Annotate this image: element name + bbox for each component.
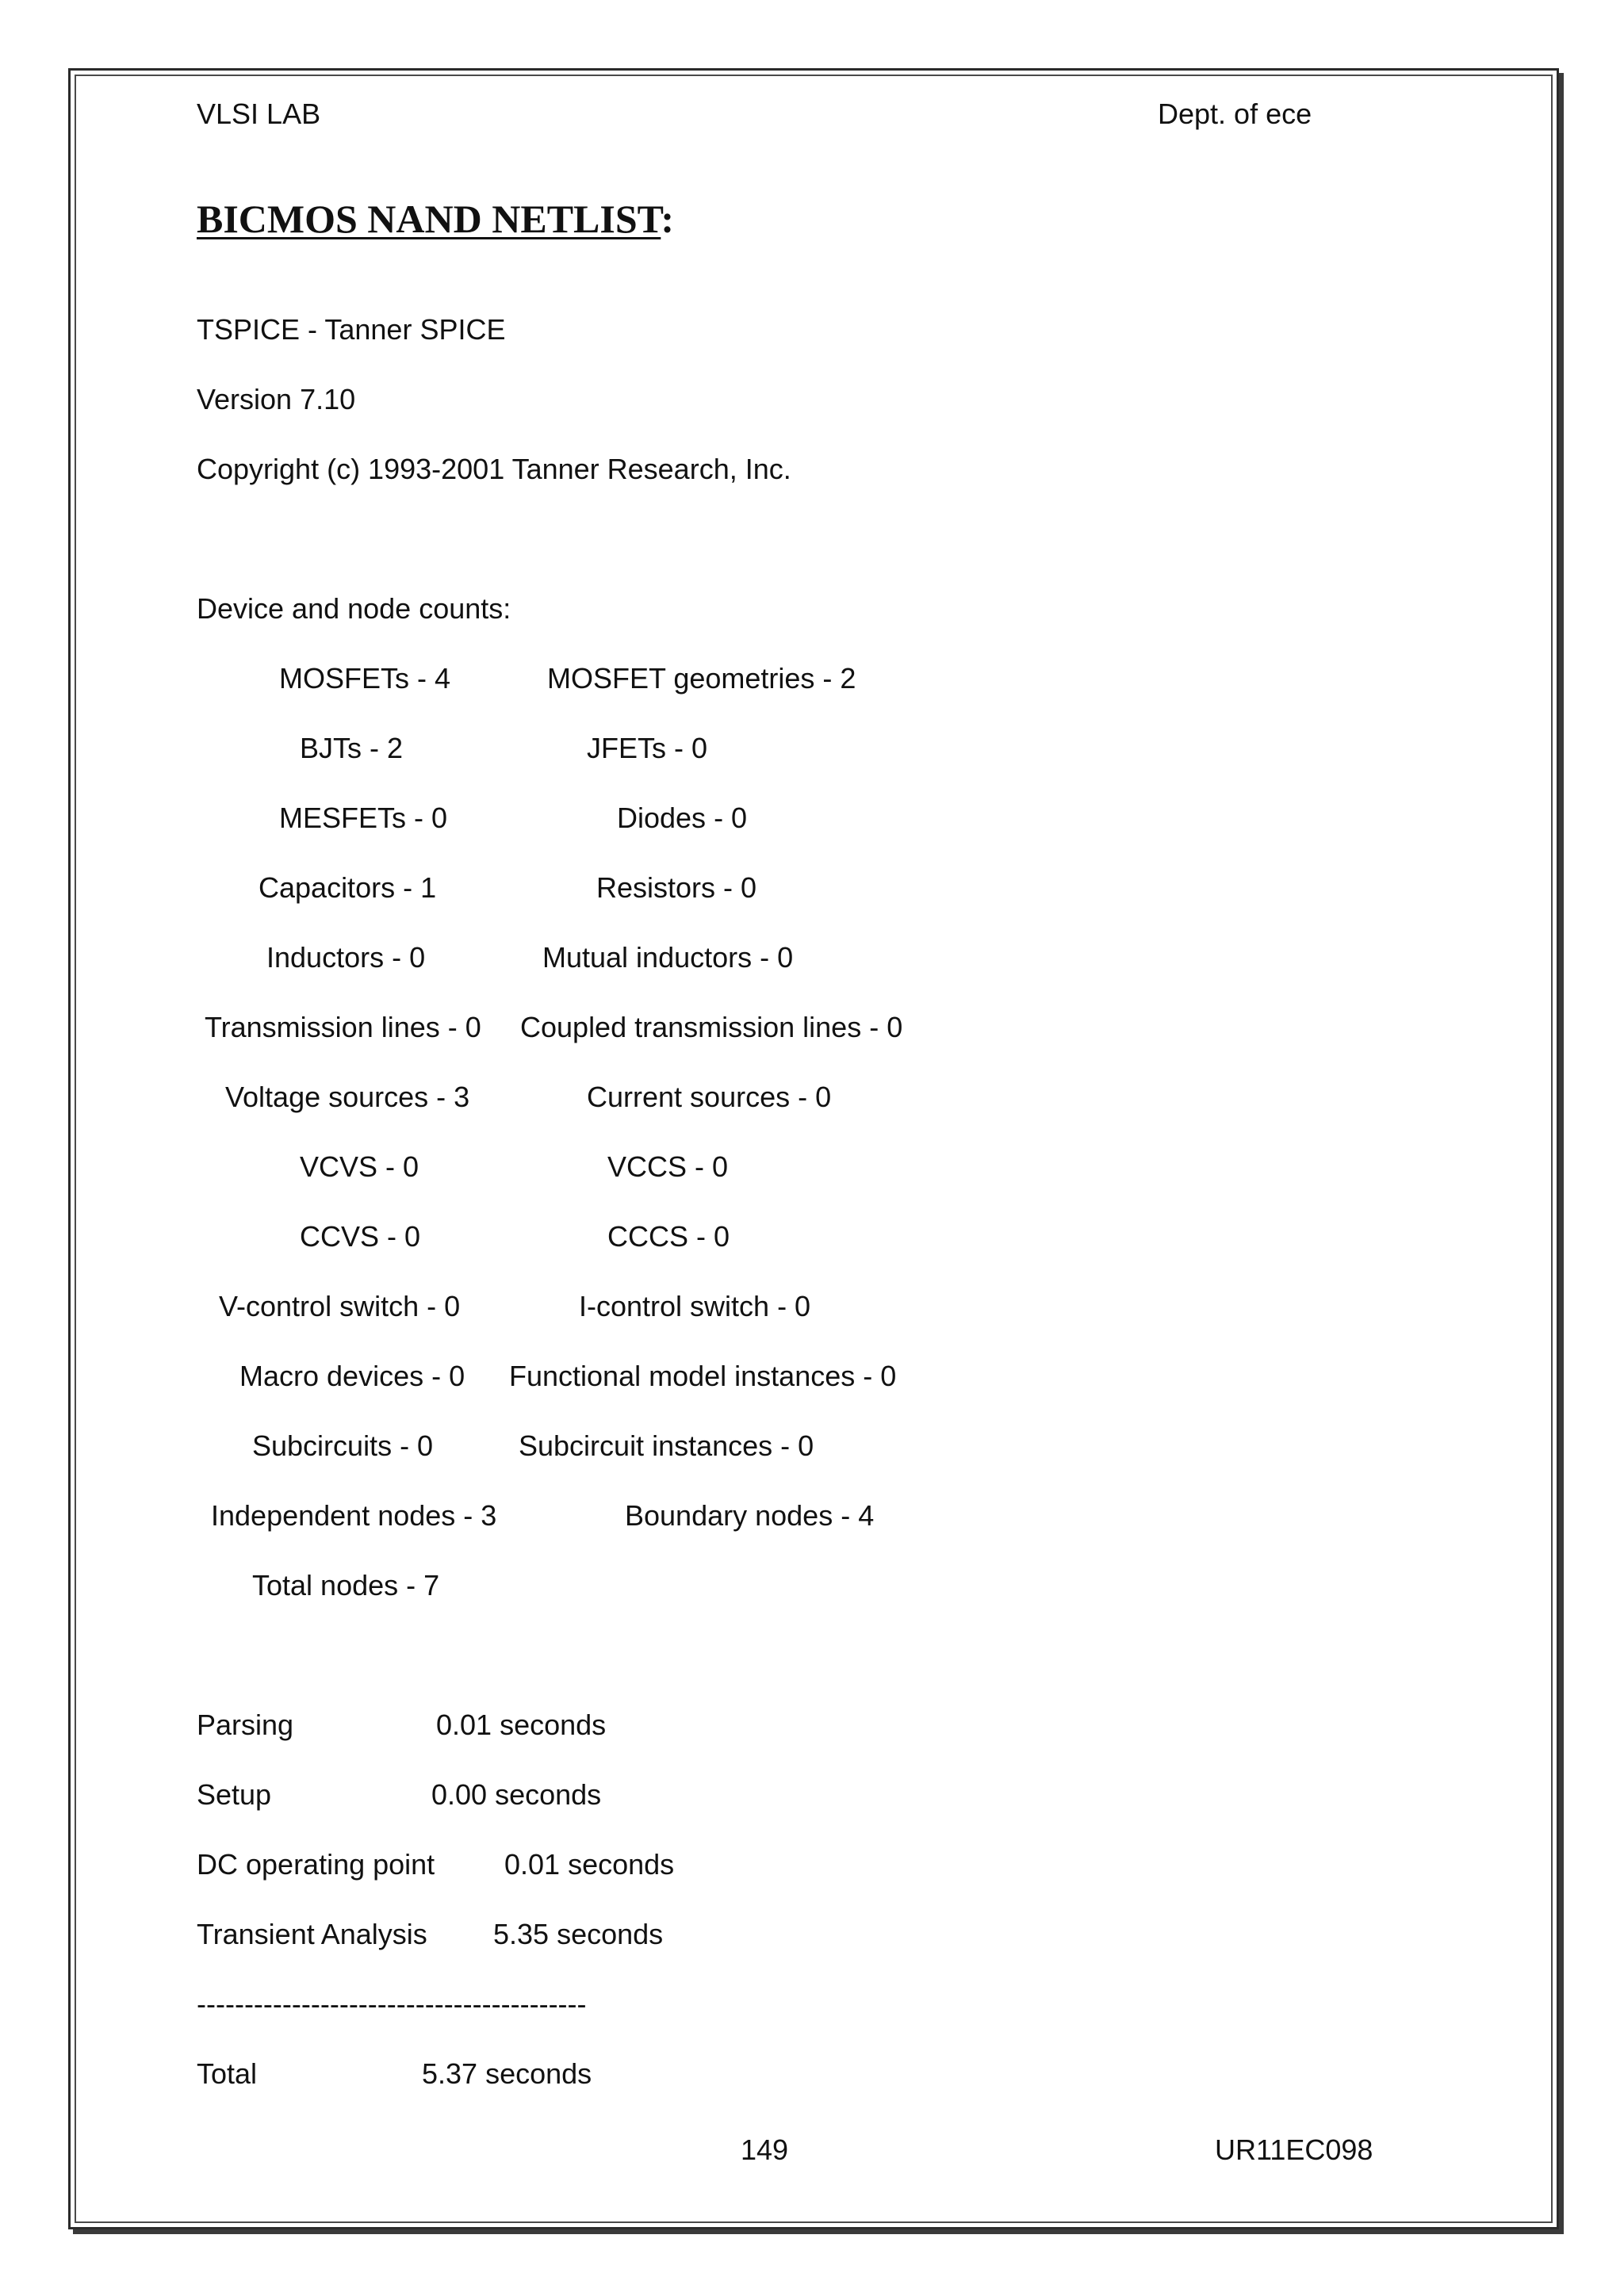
timing-dc-value: 0.01 seconds — [504, 1848, 675, 1881]
page-title — [197, 195, 674, 243]
separator-line: ----------------------------------------- — [197, 1988, 587, 2020]
count-jfets: JFETs - 0 — [587, 732, 708, 764]
timing-setup-label: Setup — [197, 1778, 272, 1811]
count-subcircuit-instances: Subcircuit instances - 0 — [519, 1429, 814, 1462]
intro-line-version: Version 7.10 — [197, 383, 356, 415]
count-diodes: Diodes - 0 — [617, 802, 748, 834]
count-mesfets: MESFETs - 0 — [279, 802, 448, 834]
page-number: 149 — [741, 2133, 789, 2166]
timing-dc-label: DC operating point — [197, 1848, 435, 1881]
count-functional-model-instances: Functional model instances - 0 — [509, 1360, 897, 1392]
timing-transient-label: Transient Analysis — [197, 1918, 427, 1950]
timing-setup-value: 0.00 seconds — [431, 1778, 602, 1811]
counts-heading: Device and node counts: — [197, 592, 511, 625]
count-total-nodes: Total nodes - 7 — [252, 1569, 440, 1601]
count-current-sources: Current sources - 0 — [587, 1081, 832, 1113]
count-transmission-lines: Transmission lines - 0 — [205, 1011, 481, 1043]
count-vcvs: VCVS - 0 — [300, 1150, 419, 1183]
count-v-control-switch: V-control switch - 0 — [219, 1290, 461, 1322]
count-mosfet-geometries: MOSFET geometries - 2 — [547, 662, 856, 695]
count-independent-nodes: Independent nodes - 3 — [211, 1499, 497, 1532]
timing-parsing-label: Parsing — [197, 1709, 294, 1741]
timing-parsing-value: 0.01 seconds — [436, 1709, 607, 1741]
count-cccs: CCCS - 0 — [607, 1220, 730, 1253]
count-voltage-sources: Voltage sources - 3 — [225, 1081, 470, 1113]
roll-number: UR11EC098 — [1215, 2133, 1373, 2166]
count-bjts: BJTs - 2 — [300, 732, 404, 764]
count-coupled-transmission-lines: Coupled transmission lines - 0 — [520, 1011, 903, 1043]
header-lab-name: VLSI LAB — [197, 98, 321, 130]
count-vccs: VCCS - 0 — [607, 1150, 729, 1183]
count-mutual-inductors: Mutual inductors - 0 — [542, 941, 794, 974]
count-i-control-switch: I-control switch - 0 — [579, 1290, 811, 1322]
timing-transient-value: 5.35 seconds — [493, 1918, 664, 1950]
count-inductors: Inductors - 0 — [266, 941, 426, 974]
count-resistors: Resistors - 0 — [596, 871, 757, 904]
header-department: Dept. of ece — [1158, 98, 1312, 130]
count-ccvs: CCVS - 0 — [300, 1220, 421, 1253]
count-capacitors: Capacitors - 1 — [259, 871, 437, 904]
count-macro-devices: Macro devices - 0 — [239, 1360, 465, 1392]
count-boundary-nodes: Boundary nodes - 4 — [625, 1499, 875, 1532]
intro-line-tspice: TSPICE - Tanner SPICE — [197, 313, 506, 346]
count-subcircuits: Subcircuits - 0 — [252, 1429, 434, 1462]
total-label: Total — [197, 2057, 258, 2090]
intro-line-copyright: Copyright (c) 1993-2001 Tanner Research, Inc. — [197, 453, 791, 485]
total-value: 5.37 seconds — [422, 2057, 592, 2090]
page-title-text: BICMOS NAND NETLIST — [197, 197, 661, 241]
page-title-colon: : — [661, 197, 674, 241]
count-mosfets: MOSFETs - 4 — [279, 662, 451, 695]
